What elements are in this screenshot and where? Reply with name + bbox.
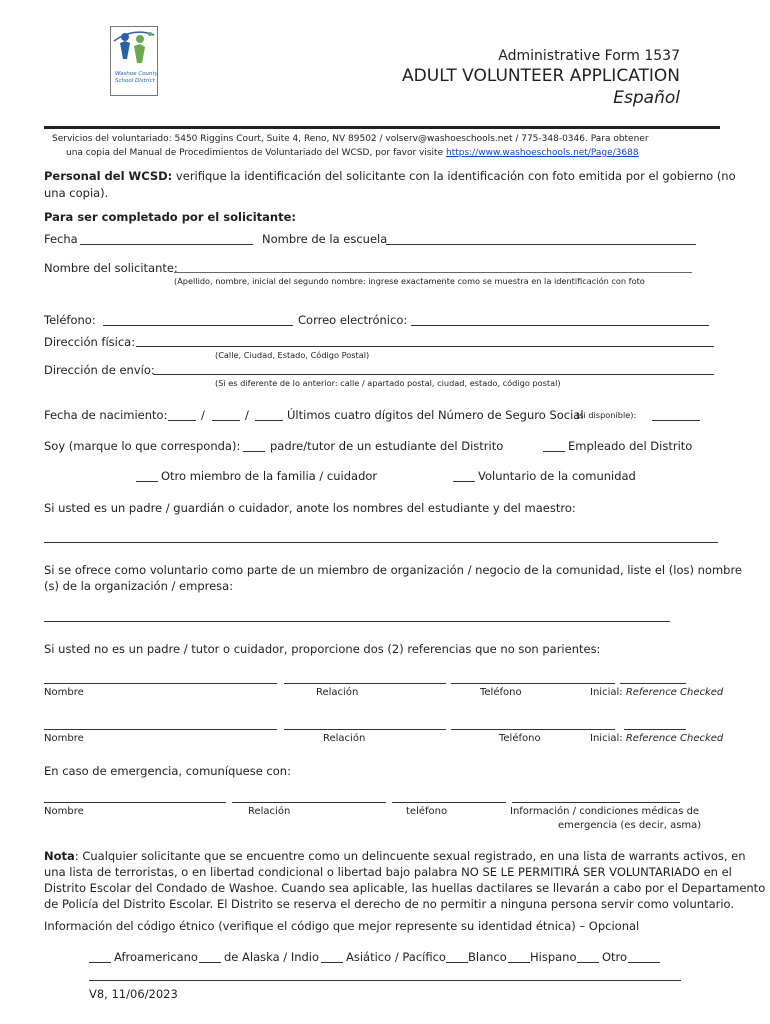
dob-year-field[interactable]	[255, 420, 283, 421]
emergency-prompt: En caso de emergencia, comuníquese con:	[44, 764, 291, 778]
ethnic-other-check[interactable]	[577, 962, 599, 963]
ref2-phone-field[interactable]	[451, 729, 615, 730]
note-line-2: una lista de terroristas, o en libertad condicional o libertad bajo palabra NO SE LE PERMITIRÁ SER VOLUNTARIADO en el	[44, 865, 732, 879]
ref2-phone-label: Teléfono	[499, 733, 541, 744]
ref2-name-field[interactable]	[44, 729, 277, 730]
student-teacher-field[interactable]	[44, 542, 718, 543]
ethnic-other-label: Otro	[602, 950, 628, 964]
role-family-check[interactable]	[136, 481, 158, 482]
mailing-address-hint: (Si es diferente de lo anterior: calle / apartado postal, ciudad, estado, código postal)	[215, 378, 561, 388]
ref1-initial-text: Inicial:	[590, 687, 623, 698]
role-employee-check[interactable]	[543, 451, 565, 452]
email-label: Correo electrónico:	[298, 313, 408, 327]
ssn-note: (si disponible):	[576, 410, 637, 420]
role-employee-label: Empleado del Distrito	[568, 439, 693, 453]
ref2-relation-label: Relación	[323, 733, 366, 744]
ref2-relation-field[interactable]	[284, 729, 446, 730]
references-prompt: Si usted no es un padre / tutor o cuidador, proporcione dos (2) referencias que no son parientes:	[44, 642, 601, 656]
ethnic-afro-check[interactable]	[89, 962, 111, 963]
ethnic-afro-label: Afroamericano	[114, 950, 198, 964]
form-number: Administrative Form 1537	[498, 48, 680, 64]
staff-note-line-2: una copia).	[44, 186, 109, 200]
mailing-address-label: Dirección de envío:	[44, 363, 155, 377]
ssn-label: Últimos cuatro dígitos del Número de Seguro Social	[287, 408, 584, 422]
services-line-2-text: una copia del Manual de Procedimientos de Voluntariado del WCSD, por favor visite	[66, 148, 446, 158]
language-label: Español	[613, 88, 680, 108]
phone-label: Teléfono:	[44, 313, 96, 327]
ethnic-asian-label: Asiático / Pacífico	[346, 950, 446, 964]
dob-month-field[interactable]	[168, 420, 196, 421]
date-field[interactable]	[80, 244, 253, 245]
version-label: V8, 11/06/2023	[89, 987, 178, 1001]
ethnic-white-label: Blanco	[468, 950, 507, 964]
ref1-relation-label: Relación	[316, 687, 359, 698]
emergency-relation-label: Relación	[248, 806, 291, 817]
ethnic-hispanic-check[interactable]	[508, 962, 530, 963]
dob-slash-1: /	[201, 408, 205, 422]
emergency-medical-label-1: Información / condiciones médicas de	[510, 806, 700, 817]
logo-text-1: Washoe County	[115, 71, 158, 77]
services-line-1: Servicios del voluntariado: 5450 Riggins Court, Suite 4, Reno, NV 89502 / volserv@washoeschools.net / 775-348-0346. Para obtener	[52, 134, 649, 144]
header-rule	[44, 126, 720, 129]
org-prompt-1: Si se ofrece como voluntario como parte de un miembro de organización / negocio de la comunidad, liste el (los) nombre	[44, 563, 743, 577]
email-field[interactable]	[411, 325, 709, 326]
org-prompt-2: (s) de la organización / empresa:	[44, 579, 234, 593]
ethnic-hispanic-label: Hispano	[530, 950, 577, 964]
emergency-relation-field[interactable]	[232, 802, 386, 803]
ethnic-asian-check[interactable]	[321, 962, 343, 963]
emergency-name-label: Nombre	[44, 806, 84, 817]
ref2-checked-text: Reference Checked	[625, 733, 724, 744]
services-line-2	[66, 148, 639, 158]
ref2-initial-field[interactable]	[624, 729, 686, 730]
note-line-3: Distrito Escolar del Condado de Washoe. Cuando sea aplicable, las huellas dactilares se llevarán a cabo por el Departamento	[44, 881, 766, 895]
emergency-phone-field[interactable]	[392, 802, 506, 803]
dob-day-field[interactable]	[212, 420, 240, 421]
ref1-phone-field[interactable]	[451, 683, 615, 684]
emergency-medical-label-2: emergencia (es decir, asma)	[558, 820, 702, 831]
applicant-name-field[interactable]	[174, 272, 692, 273]
ref2-name-label: Nombre	[44, 733, 84, 744]
ethnic-alaska-check[interactable]	[199, 962, 221, 963]
dob-label: Fecha de nacimiento:	[44, 408, 168, 422]
role-parent-label: padre/tutor de un estudiante del Distrito	[270, 439, 504, 453]
role-prompt: Soy (marque lo que corresponda):	[44, 439, 241, 453]
dob-slash-2: /	[245, 408, 249, 422]
note-line-4: de Policía del Distrito Escolar. El Distrito se reserva el derecho de no permitir a ninguna persona servir como voluntario.	[44, 897, 735, 911]
date-label: Fecha	[44, 232, 78, 246]
ref1-phone-label: Teléfono	[480, 687, 522, 698]
ssn-field[interactable]	[652, 420, 700, 421]
logo-text-2: School District	[115, 78, 155, 84]
ref2-initial-text: Inicial:	[590, 733, 623, 744]
emergency-medical-field[interactable]	[512, 802, 680, 803]
ref1-initial-label	[590, 687, 723, 698]
ref1-relation-field[interactable]	[284, 683, 446, 684]
staff-note	[44, 169, 736, 183]
note-label: Nota	[44, 849, 75, 863]
note-line-1	[44, 849, 746, 863]
ethnic-prompt: Información del código étnico (verifique el código que mejor represente su identidad étnica) – Opcional	[44, 919, 640, 933]
role-parent-check[interactable]	[243, 451, 265, 452]
emergency-phone-label: teléfono	[406, 806, 448, 817]
ref1-checked-text: Reference Checked	[625, 687, 724, 698]
role-community-label: Voluntario de la comunidad	[478, 469, 636, 483]
physical-address-hint: (Calle, Ciudad, Estado, Código Postal)	[215, 350, 370, 360]
physical-address-field[interactable]	[136, 346, 714, 347]
ethnic-alaska-label: de Alaska / Indio	[224, 950, 320, 964]
school-field[interactable]	[386, 244, 696, 245]
ref1-name-field[interactable]	[44, 683, 277, 684]
mailing-address-field[interactable]	[153, 374, 714, 375]
role-community-check[interactable]	[453, 481, 475, 482]
ethnic-white-check[interactable]	[446, 962, 468, 963]
applicant-section-heading: Para ser completado por el solicitante:	[44, 210, 296, 224]
role-family-label: Otro miembro de la familia / cuidador	[161, 469, 378, 483]
ref1-initial-field[interactable]	[620, 683, 686, 684]
page-title: ADULT VOLUNTEER APPLICATION	[402, 66, 680, 86]
applicant-name-label: Nombre del solicitante:	[44, 261, 178, 275]
note-text-1: : Cualquier solicitante que se encuentre como un delincuente sexual registrado, en una lista de warrants activos, en	[74, 849, 746, 863]
school-label: Nombre de la escuela	[262, 232, 388, 246]
staff-note-text: verifique la identificación del solicitante con la identificación con foto emitida por el gobierno (no	[172, 169, 736, 183]
procedures-link[interactable]: https://www.washoeschools.net/Page/3688	[445, 148, 639, 158]
ref1-name-label: Nombre	[44, 687, 84, 698]
parent-prompt: Si usted es un padre / guardián o cuidador, anote los nombres del estudiante y del maestro:	[44, 501, 576, 515]
people-icon	[112, 29, 156, 69]
ethnic-other-field[interactable]	[628, 962, 660, 963]
emergency-name-field[interactable]	[44, 802, 226, 803]
footer-rule	[89, 980, 681, 981]
ref2-initial-label	[590, 733, 723, 744]
applicant-name-hint: (Apellido, nombre, inicial del segundo nombre: ingrese exactamente como se muestra en la identificación con foto	[174, 276, 645, 286]
staff-note-label: Personal del WCSD:	[44, 169, 173, 183]
phone-field[interactable]	[103, 325, 293, 326]
org-field[interactable]	[44, 621, 670, 622]
physical-address-label: Dirección física:	[44, 335, 136, 349]
district-logo	[110, 26, 158, 96]
